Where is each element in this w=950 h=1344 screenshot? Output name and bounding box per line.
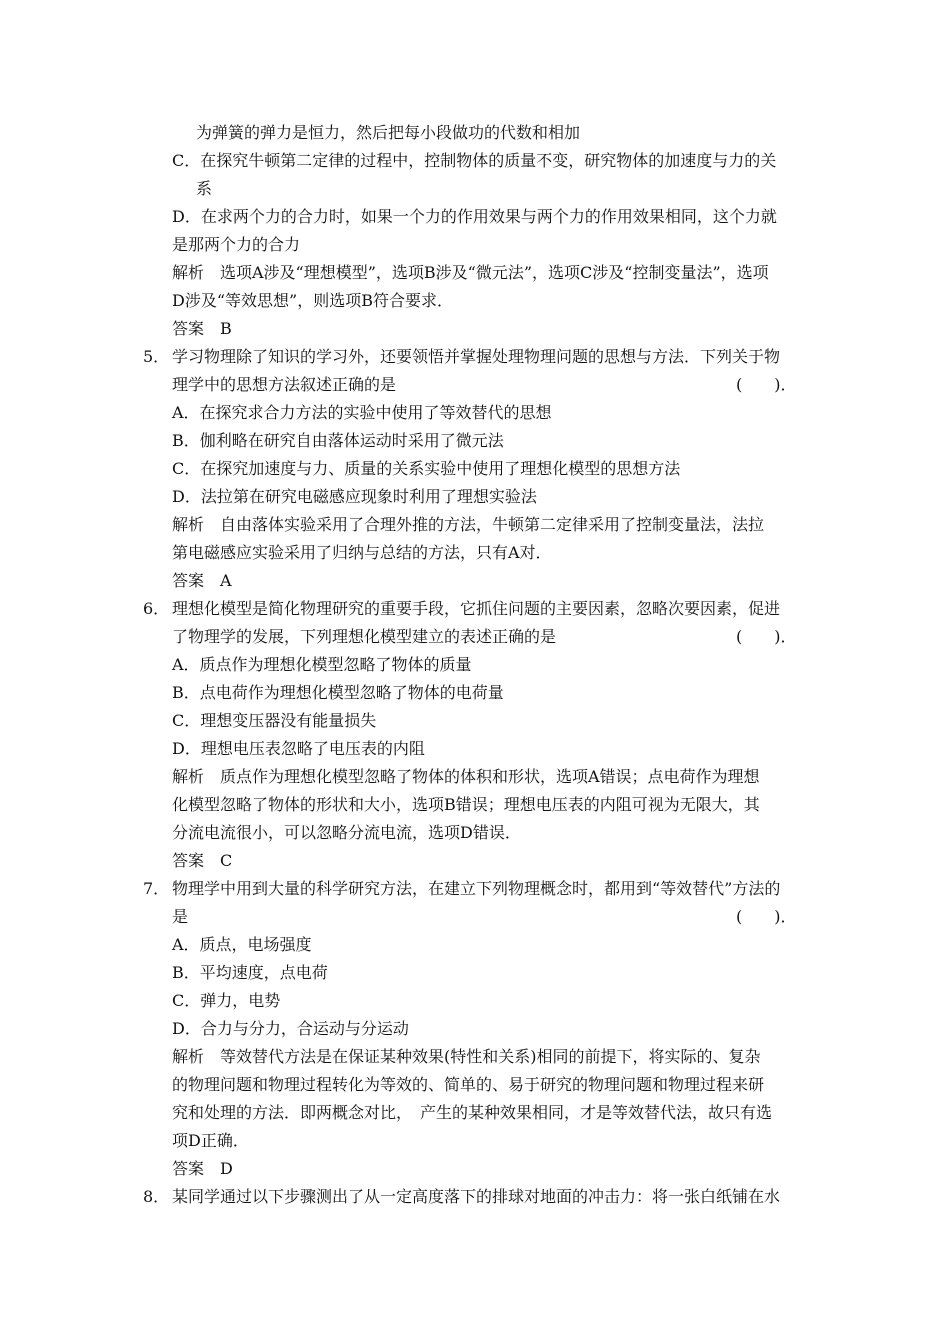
q6-answer: 答案 C	[172, 851, 233, 870]
q6-option-d: D．理想电压表忽略了电压表的内阻	[172, 739, 425, 758]
q8-number: 8．	[143, 1187, 170, 1206]
q6-text-line-1: 理想化模型是简化物理研究的重要手段，它抓住问题的主要因素，忽略次要因素，促进	[172, 599, 781, 618]
q7-number: 7．	[143, 879, 170, 898]
q6-text-line-2: 了物理学的发展，下列理想化模型建立的表述正确的是	[172, 627, 557, 646]
q6-option-c: C．理想变压器没有能量损失	[172, 711, 377, 730]
q5-text-line-1: 学习物理除了知识的学习外，还要领悟并掌握处理物理问题的思想与方法．下列关于物	[172, 347, 781, 366]
q5-analysis-line-2: 第电磁感应实验采用了归纳与总结的方法，只有A对．	[172, 543, 552, 562]
q5-analysis-line-1: 解析 自由落体实验采用了合理外推的方法，牛顿第二定律采用了控制变量法，法拉	[172, 515, 765, 534]
q5-option-c: C．在探究加速度与力、质量的关系实验中使用了理想化模型的思想方法	[172, 459, 681, 478]
q6-analysis-line-1: 解析 质点作为理想化模型忽略了物体的体积和形状，选项A错误；点电荷作为理想	[172, 767, 760, 786]
q7-text-line-2: 是	[172, 907, 189, 926]
option-c-line-2: 系	[196, 179, 213, 198]
q7-analysis-line-2: 的物理问题和物理过程转化为等效的、简单的、易于研究的物理问题和物理过程来研	[172, 1075, 765, 1094]
q5-option-a: A．在探究求合力方法的实验中使用了等效替代的思想	[172, 403, 552, 422]
option-c-line-1: C．在探究牛顿第二定律的过程中，控制物体的质量不变，研究物体的加速度与力的关	[172, 151, 777, 170]
q8-text-line-1: 某同学通过以下步骤测出了从一定高度落下的排球对地面的冲击力：将一张白纸铺在水	[172, 1187, 781, 1206]
q6-answer-blank: ( )．	[736, 627, 797, 646]
q5-text-line-2: 理学中的思想方法叙述正确的是	[172, 375, 397, 394]
q7-text-line-1: 物理学中用到大量的科学研究方法，在建立下列物理概念时，都用到“等效替代”方法的	[172, 879, 781, 898]
q6-option-b: B．点电荷作为理想化模型忽略了物体的电荷量	[172, 683, 504, 702]
q7-option-b: B．平均速度，点电荷	[172, 963, 328, 982]
q7-option-d: D．合力与分力，合运动与分运动	[172, 1019, 409, 1038]
q7-answer: 答案 D	[172, 1159, 233, 1178]
q7-option-c: C．弹力，电势	[172, 991, 281, 1010]
q5-option-b: B．伽利略在研究自由落体运动时采用了微元法	[172, 431, 504, 450]
option-d-line-2: 是那两个力的合力	[172, 235, 301, 254]
q5-answer: 答案 A	[172, 571, 232, 590]
q6-option-a: A．质点作为理想化模型忽略了物体的质量	[172, 655, 472, 674]
q6-number: 6．	[143, 599, 170, 618]
cont-line-b: 为弹簧的弹力是恒力，然后把每小段做功的代数和相加	[196, 123, 581, 142]
q7-analysis-line-4: 项D正确．	[172, 1131, 249, 1150]
q5-number: 5．	[143, 347, 170, 366]
q5-option-d: D．法拉第在研究电磁感应现象时利用了理想实验法	[172, 487, 537, 506]
q7-analysis-line-3: 究和处理的方法．即两概念对比， 产生的某种效果相同，才是等效替代法，故只有选	[172, 1103, 773, 1122]
q7-answer-blank: ( )．	[736, 907, 797, 926]
analysis-line-2: D涉及“等效思想”，则选项B符合要求．	[172, 291, 453, 310]
q5-answer-blank: ( )．	[736, 375, 797, 394]
q6-analysis-line-3: 分流电流很小，可以忽略分流电流，选项D错误．	[172, 823, 521, 842]
option-d-line-1: D．在求两个力的合力时，如果一个力的作用效果与两个力的作用效果相同，这个力就	[172, 207, 777, 226]
q7-analysis-line-1: 解析 等效替代方法是在保证某种效果(特性和关系)相同的前提下，将实际的、复杂	[172, 1047, 761, 1066]
q6-analysis-line-2: 化模型忽略了物体的形状和大小，选项B错误；理想电压表的内阻可视为无限大，其	[172, 795, 760, 814]
q7-option-a: A．质点，电场强度	[172, 935, 312, 954]
answer-line: 答案 B	[172, 319, 232, 338]
analysis-line-1: 解析 选项A涉及“理想模型”，选项B涉及“微元法”，选项C涉及“控制变量法”，选项	[172, 263, 769, 282]
